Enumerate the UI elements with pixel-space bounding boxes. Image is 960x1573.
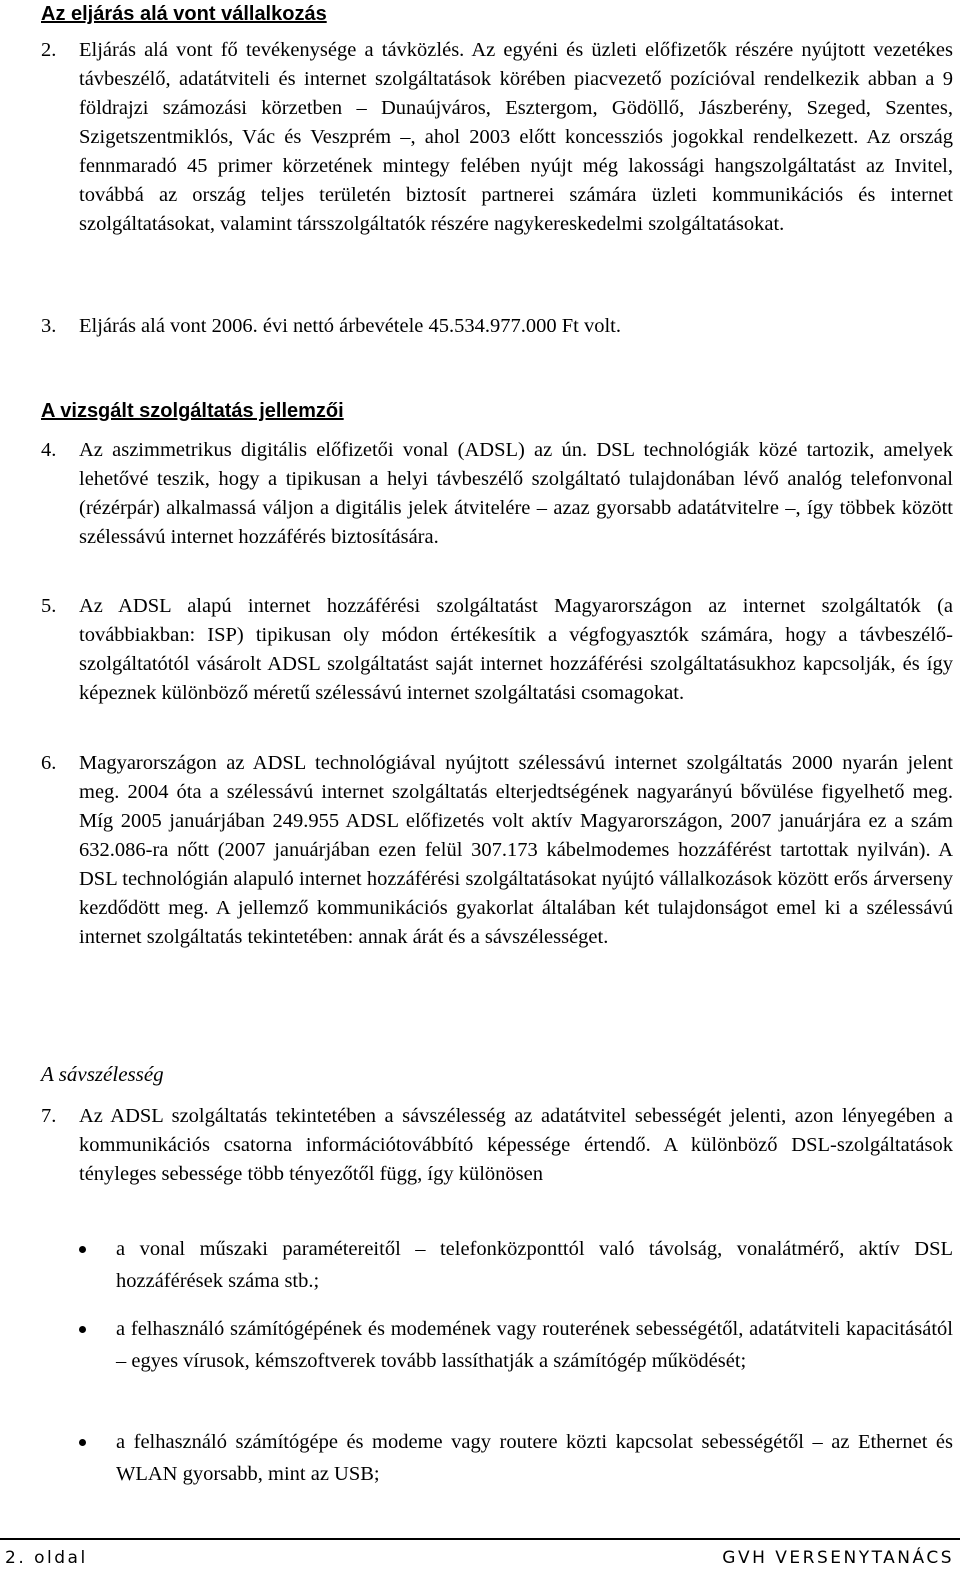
section-heading-bandwidth: A sávszélesség	[41, 1062, 164, 1086]
paragraph-number: 3.	[41, 315, 57, 337]
paragraph-text: Eljárás alá vont fő tevékenysége a távközlés. Az egyéni és üzleti előfizetők részére nyújtott vezetékes távbeszélő, adatátviteli és internet szolgáltatások körében piacvezető pozícióval rendelkezik abban a 9 földrajzi számozási körzetben – Dunaújváros, Esztergom, Gödöllő, Jászberény, Szeged, Szentes, Szigetszentmiklós, Vác és Veszprém –, ahol 2003 előtt koncessziós jogokkal rendelkezett. Az ország fennmaradó 45 primer körzetének mintegy felében nyújt még lakossági hangszolgáltatást az Invitel, továbbá az ország teljes területén biztosít partnerei számára üzleti kommunikációs és internet szolgáltatásokat, valamint társszolgáltatók részére nagykereskedelmi szolgáltatásokat.	[79, 39, 953, 235]
section-heading-company: Az eljárás alá vont vállalkozás	[41, 3, 327, 25]
bullet-dot-icon	[79, 1326, 86, 1333]
paragraph-2	[41, 36, 953, 239]
paragraph-4	[41, 436, 953, 552]
paragraph-number: 2.	[41, 39, 57, 61]
section-heading-service: A vizsgált szolgáltatás jellemzői	[41, 400, 344, 422]
bullet-item	[79, 1233, 953, 1297]
bullet-dot-icon	[79, 1246, 86, 1253]
paragraph-text: Az ADSL szolgáltatás tekintetében a sávszélesség az adatátvitel sebességét jelenti, azon lényegében a kommunikációs csatorna információtovábbító képessége értendő. A különböző DSL-szolgáltatások tényleges sebessége több tényezőtől függ, így különösen	[79, 1105, 953, 1185]
paragraph-3	[41, 312, 953, 341]
paragraph-number: 4.	[41, 439, 57, 461]
bullet-item	[79, 1313, 953, 1377]
bullet-item	[79, 1426, 953, 1490]
paragraph-7	[41, 1102, 953, 1189]
paragraph-6	[41, 749, 953, 952]
paragraph-number: 6.	[41, 752, 57, 774]
paragraph-number: 5.	[41, 595, 57, 617]
footer-divider	[0, 1538, 960, 1540]
bullet-text: a felhasználó számítógépének és modemének vagy routerének sebességétől, adatátviteli kapacitásától – egyes vírusok, kémszoftverek tovább lassíthatják a számítógép működését;	[116, 1318, 953, 1372]
paragraph-number: 7.	[41, 1105, 57, 1127]
paragraph-text: Magyarországon az ADSL technológiával nyújtott szélessávú internet szolgáltatás 2000 nyarán jelent meg. 2004 óta a szélessávú internet szolgáltatás elterjedtségének nagyarányú bővülése figyelhető meg. Míg 2005 januárjában 249.955 ADSL előfizetés volt aktív Magyarországon, 2007 januárjára ez a szám 632.086-ra nőtt (2007 januárjában ezen felül 307.173 kábelmodemes hozzáférést tartottak nyilván). A DSL technológián alapuló internet hozzáférési szolgáltatásokat nyújtó vállalkozások között erős árverseny kezdődött meg. A jellemző kommunikációs gyakorlat általában két tulajdonságot emel ki a szélessávú internet szolgáltatás tekintetében: annak árát és a sávszélességet.	[79, 752, 953, 948]
footer-page-number: 2. oldal	[5, 1548, 88, 1568]
bullet-text: a vonal műszaki paramétereitől – telefonközponttól való távolság, vonalátmérő, aktív DSL hozzáférések száma stb.;	[116, 1238, 953, 1292]
paragraph-5	[41, 592, 953, 708]
bullet-dot-icon	[79, 1439, 86, 1446]
paragraph-text: Eljárás alá vont 2006. évi nettó árbevétele 45.534.977.000 Ft volt.	[79, 315, 621, 337]
bullet-text: a felhasználó számítógépe és modeme vagy routere közti kapcsolat sebességétől – az Ethernet és WLAN gyorsabb, mint az USB;	[116, 1431, 953, 1485]
paragraph-text: Az aszimmetrikus digitális előfizetői vonal (ADSL) az ún. DSL technológiák közé tartozik, amelyek lehetővé teszik, hogy a tipikusan a helyi távbeszélő szolgáltató tulajdonában lévő analóg telefonvonal (rézérpár) alkalmassá váljon a digitális jelek átvitelére – azaz gyorsabb adatátvitelre –, így többek között szélessávú internet hozzáférés biztosítására.	[79, 439, 953, 548]
footer-organization: GVH VERSENYTANÁCS	[722, 1548, 954, 1568]
paragraph-text: Az ADSL alapú internet hozzáférési szolgáltatást Magyarországon az internet szolgáltatók (a továbbiakban: ISP) tipikusan oly módon értékesítik a végfogyasztók számára, hogy a távbeszélő-szolgáltatótól vásárolt ADSL szolgáltatást saját internet hozzáférési szolgáltatásukhoz kapcsolják, és így képeznek különböző méretű szélessávú internet szolgáltatási csomagokat.	[79, 595, 953, 704]
